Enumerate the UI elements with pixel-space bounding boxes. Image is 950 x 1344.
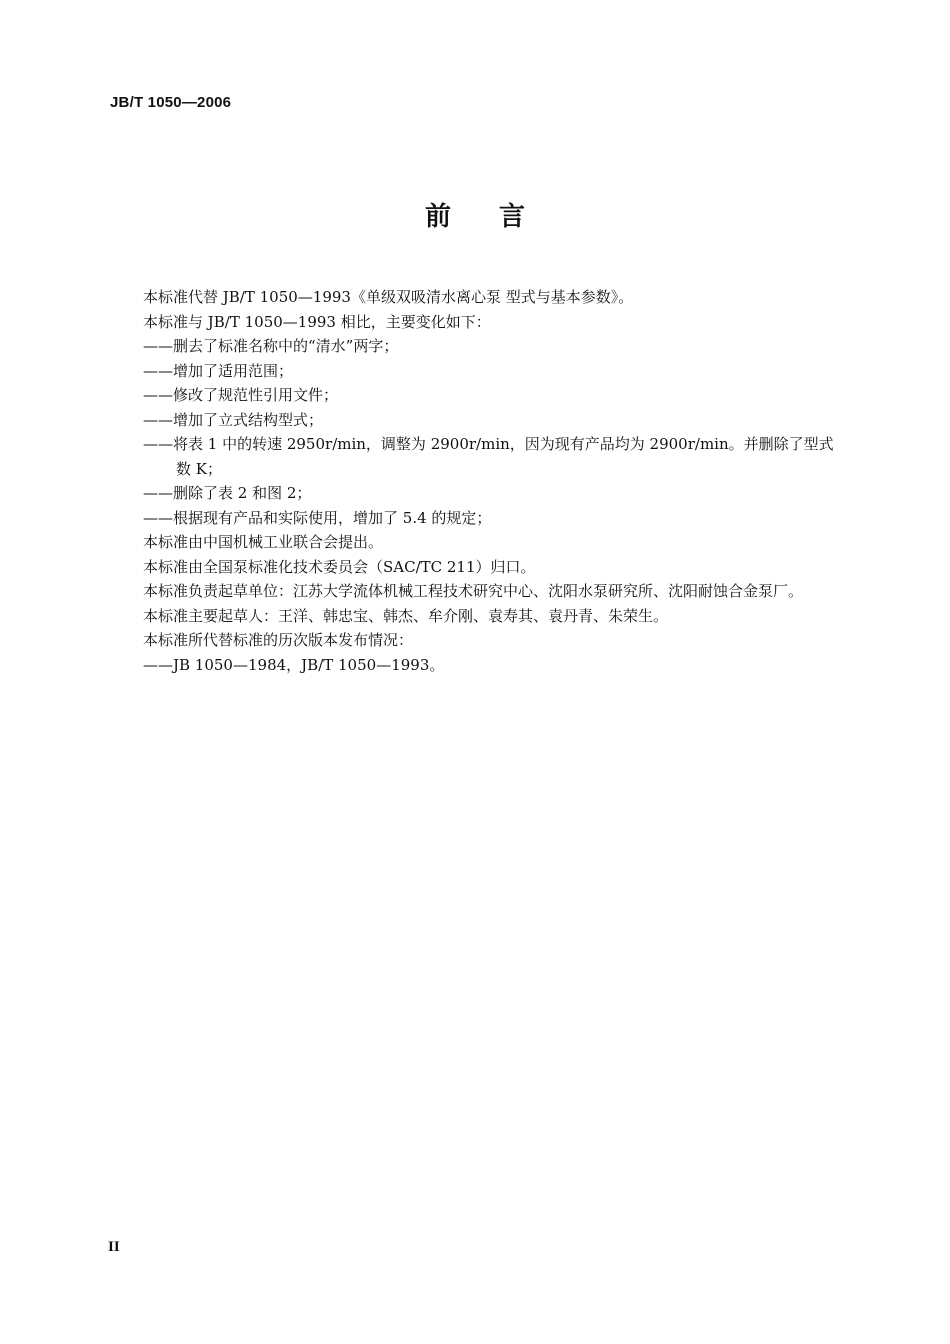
list-item: ——JB 1050—1984，JB/T 1050—1993。 <box>143 655 445 674</box>
body-line: 本标准由全国泵标准化技术委员会（SAC/TC 211）归口。 <box>143 557 536 576</box>
page-number: II <box>108 1239 120 1255</box>
list-item: ——修改了规范性引用文件； <box>143 386 339 404</box>
foreword-body <box>143 285 873 677</box>
body-line: 本标准由中国机械工业联合会提出。 <box>143 533 384 551</box>
body-line: 本标准负责起草单位：江苏大学流体机械工程技术研究中心、沈阳水泵研究所、沈阳耐蚀合金泵厂。 <box>143 582 804 600</box>
list-item: ——增加了立式结构型式； <box>143 410 324 429</box>
body-line: 本标准代替 JB/T 1050—1993《单级双吸清水离心泵 型式与基本参数》。 <box>143 288 634 306</box>
list-item: ——删去了标准名称中的“清水”两字； <box>143 337 399 355</box>
list-item: ——增加了适用范围； <box>143 361 294 380</box>
list-item: ——删除了表 2 和图 2； <box>143 484 312 502</box>
list-item: ——将表 1 中的转速 2950r/min，调整为 2900r/min，因为现有产品均为 2900r/min。并删除了型式 <box>143 435 834 453</box>
list-item-continuation: 数 K； <box>176 459 222 478</box>
page-title: 前言 <box>424 202 573 232</box>
list-item: ——根据现有产品和实际使用，增加了 5.4 的规定； <box>143 508 492 527</box>
body-line: 本标准与 JB/T 1050—1993 相比，主要变化如下： <box>143 312 491 331</box>
body-line: 本标准主要起草人：王洋、韩忠宝、韩杰、牟介刚、袁寿其、袁丹青、朱荣生。 <box>143 606 669 625</box>
body-line: 本标准所代替标准的历次版本发布情况： <box>143 631 414 649</box>
standard-number-header: JB/T 1050—2006 <box>110 94 232 111</box>
